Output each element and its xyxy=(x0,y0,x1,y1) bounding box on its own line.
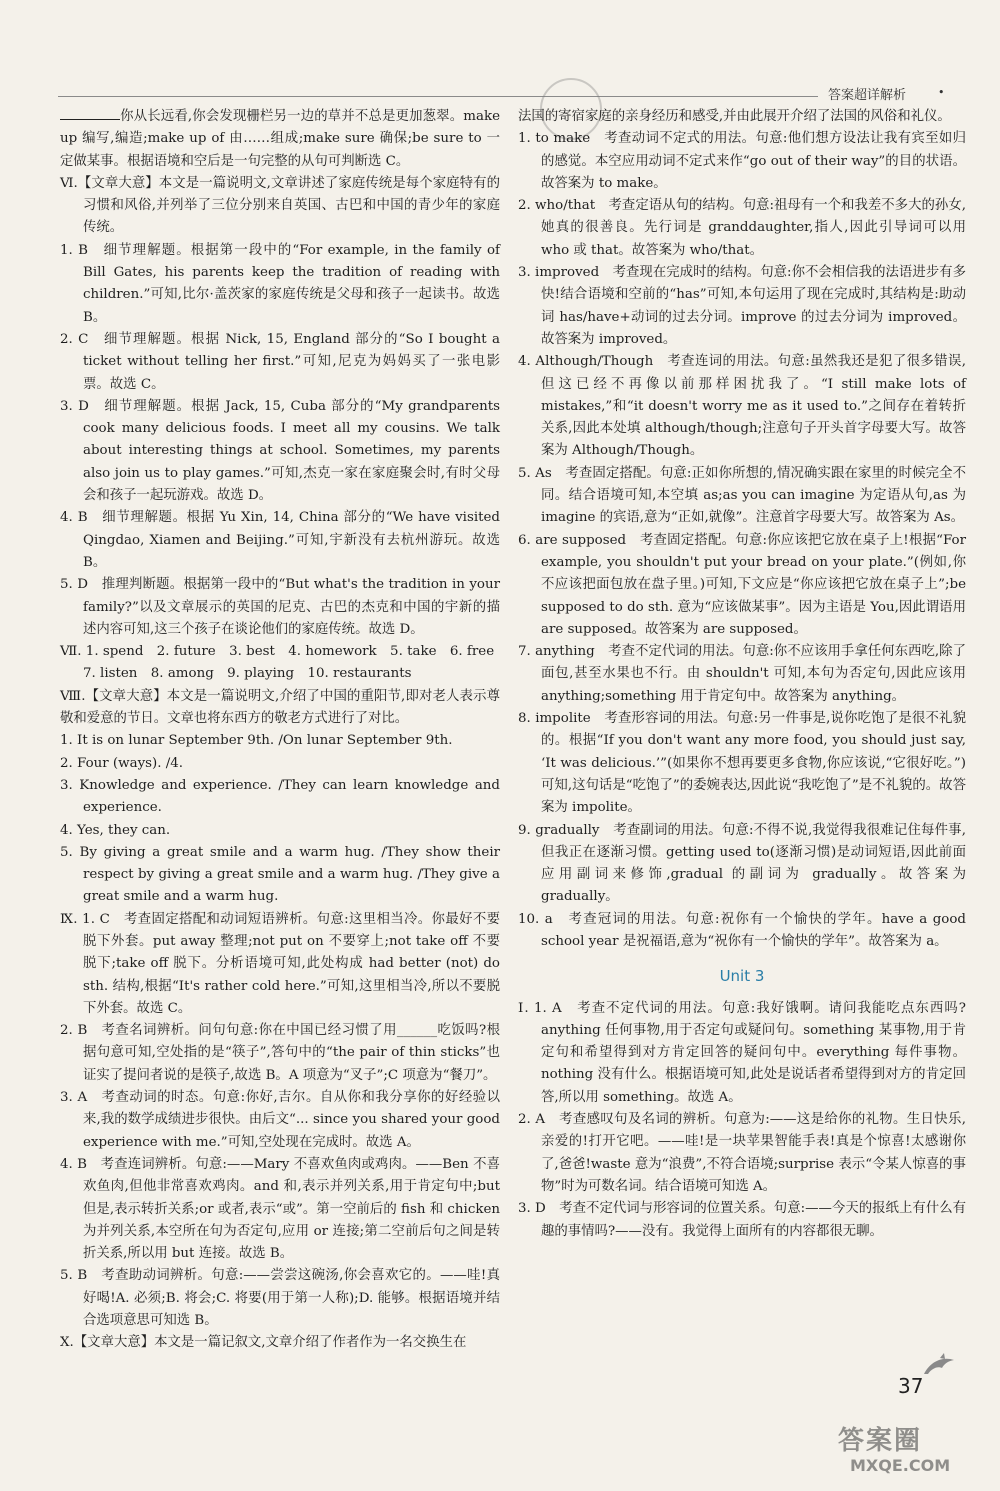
sec10-item: 1. to make 考查动词不定式的用法。句意:他们想方设法让我有宾至如归的感觉。本空应用动词不定式来作“go out of their way”的目的状语。故答案为 to make。 xyxy=(518,131,966,191)
right-p0: 法国的寄宿家庭的亲身经历和感受,并由此展开介绍了法国的风俗和礼仪。 xyxy=(518,109,951,124)
watermark-text: 答案圈 xyxy=(838,1426,923,1456)
header-rule xyxy=(58,96,818,97)
unit3-item: 3. D 考查不定代词与形容词的位置关系。句意:——今天的报纸上有什么有趣的事情吗?——没有。我觉得上面所有的内容都很无聊。 xyxy=(518,1201,966,1239)
sec10-item: 9. gradually 考查副词的用法。句意:不得不说,我觉得我很难记住每件事,但我正在逐渐习惯。getting used to(逐渐习惯)是动词短语,因此前面应用副词来修饰,gradual 的副词为 gradually。故答案为 gradually。 xyxy=(518,822,966,905)
sec6-item: 1. B 细节理解题。根据第一段中的“For example, in the family of Bill Gates, his parents keep the tradition of reading with children.”可知,比尔·盖茨家的家庭传统是父母和孩子一起读书。故选 B。 xyxy=(60,242,500,325)
left-column xyxy=(60,106,500,1355)
sec9-item: 4. B 考查连词辨析。句意:——Mary 不喜欢鱼肉或鸡肉。——Ben 不喜欢鱼肉,但他非常喜欢鸡肉。and 和,表示并列关系,用于肯定句中;but 但是,表示转折关系;or 或者,表示“或”。第一空前后的 fish 和 chicken 为并列关系,本空所在句为否定句,应用 or 连接;第二空前后句之间是转折关系,所以用 but 连接。故选 B。 xyxy=(60,1156,500,1262)
dolphin-icon xyxy=(922,1352,958,1382)
sec10-intro: Ⅹ.【文章大意】本文是一篇记叙文,文章介绍了作者作为一名交换生在 xyxy=(60,1335,467,1351)
unit-title: Unit 3 xyxy=(719,967,765,986)
page-number: 37 xyxy=(898,1374,924,1398)
header-dot: • xyxy=(938,86,945,99)
sec8-item: 1. It is on lunar September 9th. /On lunar September 9th. xyxy=(60,733,453,749)
unit3-item: 2. A 考查感叹句及名词的辨析。句意为:——这是给你的礼物。生日快乐,亲爱的!打开它吧。——哇!是一块苹果智能手表!真是个惊喜!太感谢你了,爸爸!waste 意为“浪费”,不符合语境;surprise 表示“令某人惊喜的事物”时为可数名词。结合语境可知选 A。 xyxy=(518,1112,966,1194)
sec8-item: 3. Knowledge and experience. /They can learn knowledge and experience. xyxy=(60,777,500,816)
sec10-item: 3. improved 考查现在完成时的结构。句意:你不会相信我的法语进步有多快!结合语境和空前的“has”可知,本句运用了现在完成时,其结构是:助动词 has/have+动词的过去分词。improve 的过去分词为 improved。故答案为 improved。 xyxy=(518,265,966,347)
sec8-item: 4. Yes, they can. xyxy=(60,822,171,838)
unit3-item: Ⅰ. 1. A 考查不定代词的用法。句意:我好饿啊。请问我能吃点东西吗?anything 任何事物,用于否定句或疑问句。something 某事物,用于肯定句和希望得到对方肯定回答的疑问句中。everything 每件事物。nothing 没有什么。根据语境可知,此处是说话者希望得到对方的肯定回答,所以用 something。故选 A。 xyxy=(518,1000,966,1105)
left-p0-text: 你从长远看,你会发现栅栏另一边的草并不总是更加葱翠。make up 编写,编造;make up of 由……组成;make sure 确保;be sure to 一定做某事。根据语境和空后是一句完整的从句可判断选 C。 xyxy=(60,109,500,169)
sec6-item: 5. D 推理判断题。根据第一段中的“But what's the tradition in your family?”以及文章展示的英国的尼克、古巴的杰克和中国的宇新的描述内容可知,这三个孩子在谈论他们的家庭传统。故选 D。 xyxy=(60,577,500,637)
sec6-item: 4. B 细节理解题。根据 Yu Xin, 14, China 部分的“We have visited Qingdao, Xiamen and Beijing.”可知,宇新没有去杭州游玩。故选 B。 xyxy=(60,510,500,570)
sec10-item: 7. anything 考查不定代词的用法。句意:你不应该用手拿任何东西吃,除了面包,甚至水果也不行。由 shouldn't 可知,本句为否定句,因此应该用 anything;something 用于肯定句中。故答案为 anything。 xyxy=(518,644,966,704)
sec9-item: Ⅸ. 1. C 考查固定搭配和动词短语辨析。句意:这里相当冷。你最好不要脱下外套。put away 整理;not put on 不要穿上;not take off 不要脱下;take off 脱下。分析语境可知,此处构成 had better (not) do sth. 结构,根据“It's rather cold here.”可知,这里相当冷,所以不要脱下外套。故选 C。 xyxy=(60,911,500,1016)
sec9-item: 3. A 考查动词的时态。句意:你好,吉尔。自从你和我分享你的好经验以来,我的数学成绩进步很快。由后文“... since you shared your good experience with me.”可知,空处现在完成时。故选 A。 xyxy=(60,1090,500,1150)
sec7-line: 7. listen 8. among 9. playing 10. restaurants xyxy=(83,666,412,682)
left-p0 xyxy=(60,106,500,173)
sec10-item: 6. are supposed 考查固定搭配。句意:你应该把它放在桌子上!根据“For example, you shouldn't put your bread on your plate.”(例如,你不应该把面包放在盘子里。)可知,下文应是“你应该把它放在桌子上”;be supposed to do sth. 意为“应该做某事”。因为主语是 You,因此谓语用 are supposed。故答案为 are supposed。 xyxy=(518,532,966,637)
sec6-intro: Ⅵ.【文章大意】本文是一篇说明文,文章讲述了家庭传统是每个家庭特有的习惯和风俗,并列举了三位分别来自英国、古巴和中国的青少年的家庭传统。 xyxy=(60,175,500,236)
sec8-intro: Ⅷ.【文章大意】本文是一篇说明文,介绍了中国的重阳节,即对老人表示尊敬和爱意的节日。文章也将东西方的敬老方式进行了对比。 xyxy=(60,688,500,727)
sec9-item: 2. B 考查名词辨析。问句句意:你在中国已经习惯了用______吃饭吗?根据句意可知,空处指的是“筷子”,答句中的“the pair of thin sticks”也证实了提问者说的是筷子,故选 B。A 项意为“叉子”;C 项意为“餐刀”。 xyxy=(60,1023,500,1083)
sec8-item: 5. By giving a great smile and a warm hug. /They show their respect by giving a great smile and a warm hug. /They give a great smile and a warm hug. xyxy=(60,844,500,905)
sec10-item: 2. who/that 考查定语从句的结构。句意:祖母有一个和我差不多大的孙女,她真的很善良。先行词是 granddaughter,指人,因此引导词可以用 who 或 that。故答案为 who/that。 xyxy=(518,198,966,258)
sec10-item: 5. As 考查固定搭配。句意:正如你所想的,情况确实跟在家里的时候完全不同。结合语境可知,本空填 as;as you can imagine 为定语从句,as 为 imagine 的宾语,意为“正如,就像”。注意首字母要大写。故答案为 As。 xyxy=(518,465,966,526)
sec6-item: 2. C 细节理解题。根据 Nick, 15, England 部分的“So I bought a ticket without telling her first.”可知,尼克为妈妈买了一张电影票。故选 C。 xyxy=(60,331,500,392)
sec6-item: 3. D 细节理解题。根据 Jack, 15, Cuba 部分的“My grandparents cook many delicious foods. I meet all my cousins. We talk about interesting things at school. Sometimes, my parents also join us to play games.”可知,杰克一家在家庭聚会时,有时父母会和孩子一起玩游戏。故选 D。 xyxy=(60,398,500,504)
sec10-item: 8. impolite 考查形容词的用法。句意:另一件事是,说你吃饱了是很不礼貌的。根据“If you don't want any more food, you should just say, ‘It was delicious.’”(如果你不想再要更多食物,你应该说,“它很好吃。”)可知,这句话是“吃饱了”的委婉表达,因此说“我吃饱了”是不礼貌的。故答案为 impolite。 xyxy=(518,711,966,816)
watermark-url: MXQE.COM xyxy=(850,1456,951,1475)
right-column xyxy=(518,106,966,1243)
sec10-item: 4. Although/Though 考查连词的用法。句意:虽然我还是犯了很多错误,但这已经不再像以前那样困扰我了。“I still make lots of mistakes,”和“it doesn't worry me as it used to.”之间存在着转折关系,因此本处填 although/though;注意句子开头首字母要大写。故答案为 Although/Though。 xyxy=(518,354,966,459)
sec7-line: Ⅶ. 1. spend 2. future 3. best 4. homework 5. take 6. free xyxy=(60,644,495,660)
header-label: 答案超详解析 xyxy=(828,88,907,103)
sec10-item: 10. a 考查冠词的用法。句意:祝你有一个愉快的学年。have a good school year 是祝福语,意为“祝你有一个愉快的学年”。故答案为 a。 xyxy=(518,911,966,949)
answer-blank xyxy=(60,107,120,120)
sec8-item: 2. Four (ways). /4. xyxy=(60,755,184,771)
sec9-item: 5. B 考查助动词辨析。句意:——尝尝这碗汤,你会喜欢它的。——哇!真好喝!A. 必须;B. 将会;C. 将要(用于第一人称);D. 能够。根据语境并结合选项意思可知选 B。 xyxy=(60,1268,500,1329)
